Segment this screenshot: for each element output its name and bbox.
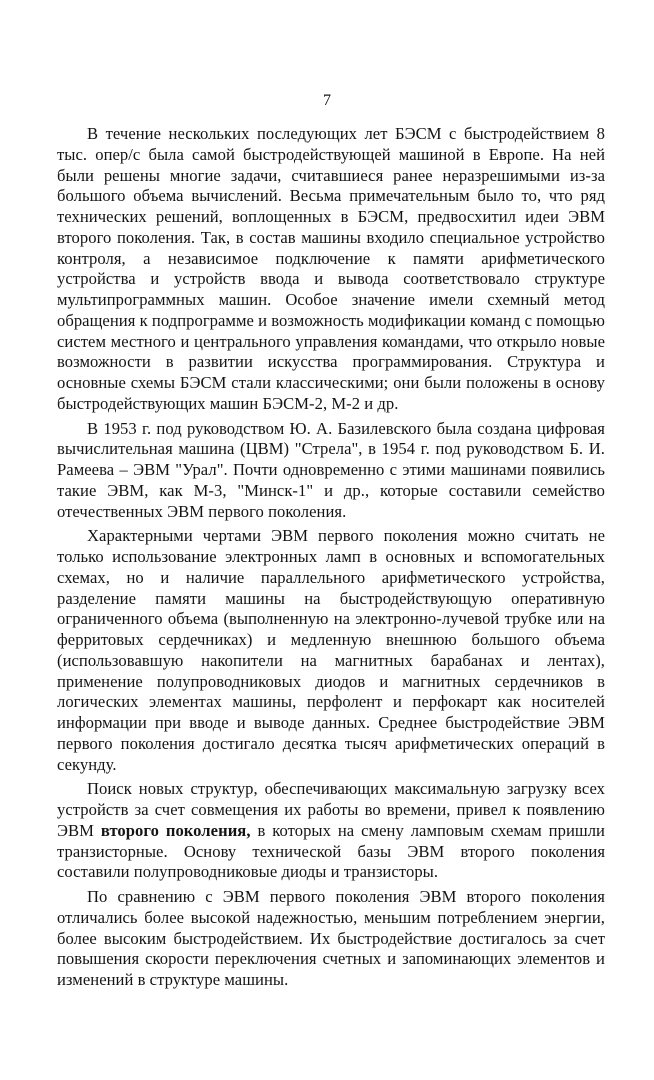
second-generation-term: второго поколения, [100,820,251,840]
paragraph-strela-ural: В 1953 г. под руководством Ю. А. Базилевского была создана цифровая вычислительная машина (ЦВМ) "Стрела", в 1954 г. под руководством Б. И. Рамеева – ЭВМ "Урал". Почти одновременно с этими машинами появились такие ЭВМ, как М-3, "Минск-1" и др., которые составили семейство отечественных ЭВМ первого поколения. [57,418,605,521]
body-text [57,124,605,991]
paragraph-second-generation [57,779,605,883]
paragraph-second-generation-end: в которых на смену ламповым схемам пришли транзисторные. Основу технической базы ЭВМ второго поколения составили полупроводниковые диоды и транзисторы. [57,820,605,882]
paragraph-comparison: По сравнению с ЭВМ первого поколения ЭВМ второго поколения отличались более высокой надежностью, меньшим потреблением энергии, более высоким быстродействием. Их быстродействие достигалось за счет повышения скорости переключения счетных и запоминающих элементов и изменений в структуре машины. [57,887,605,989]
paragraph-besm: В течение нескольких последующих лет БЭСМ с быстродействием 8 тыс. опер/с была самой быстродействующей машиной в Европе. На ней были решены многие задачи, считавшиеся ранее неразрешимыми из-за большого объема вычислений. Весьма примечательным было то, что ряд технических решений, воплощенных в БЭСМ, предвосхитил идеи ЭВМ второго поколения. Так, в состав машины входило специальное устройство контроля, а независимое подключение к памяти арифметического устройства и устройств ввода и вывода соответствовало структуре мультипрограммных машин. Особое значение имели схемный метод обращения к подпрограмме и возможность модификации команд с помощью систем местного и центрального управления командами, что открыло новые возможности в развитии искусства программирования. Структура и основные схемы БЭСМ стали классическими; они были положены в основу быстродействующих машин БЭСМ-2, М-2 и др. [57,124,605,413]
page-number: 7 [323,92,331,109]
paragraph-first-generation-features: Характерными чертами ЭВМ первого поколения можно считать не только использование электронных ламп в основных и вспомогательных схемах, но и наличие параллельного арифметического устройства, разделение памяти машины на быстродействующую оперативную ограниченного объема (выполненную на электронно-лучевой трубке или на ферритовых сердечниках) и медленную внешнюю большого объема (использовавшую накопители на магнитных барабанах и лентах), применение полупроводниковых диодов и магнитных сердечников в логических элементах машины, перфолент и перфокарт как носителей информации при вводе и выводе данных. Среднее быстродействие ЭВМ первого поколения достигало десятка тысяч арифметических операций в секунду. [57,526,605,774]
paragraph-second-generation-start: Поиск новых структур, обеспечивающих максимальную загрузку всех устройств за счет совмещения их работы во времени, привел к появлению ЭВМ [57,779,605,840]
